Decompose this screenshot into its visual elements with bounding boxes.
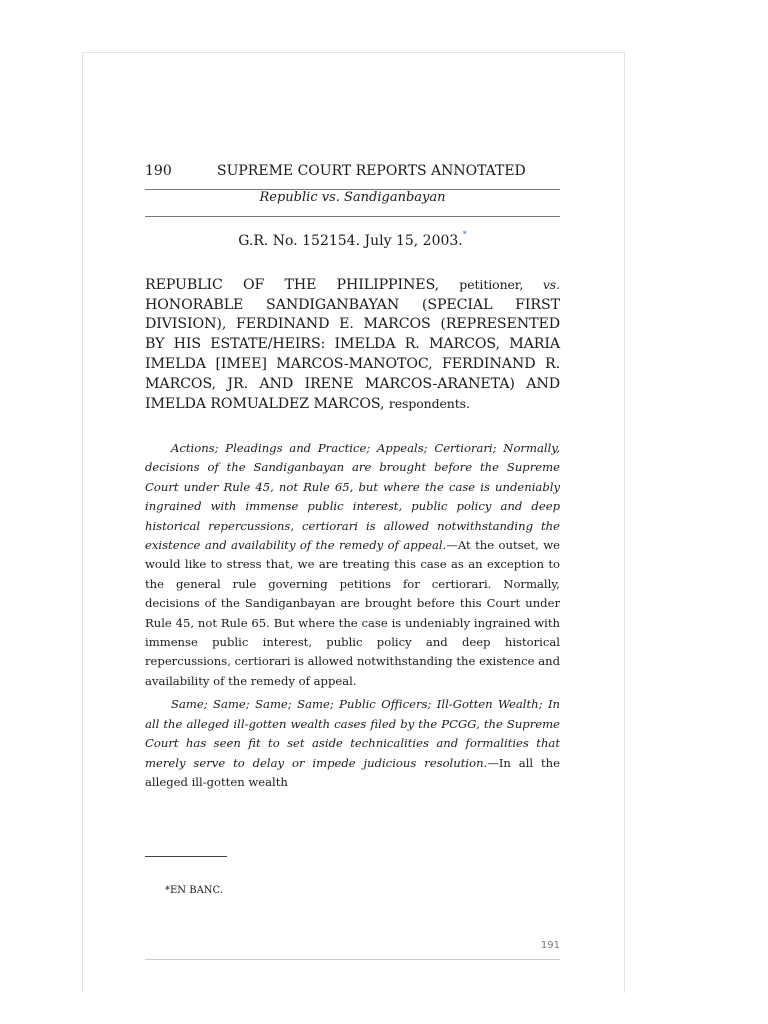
running-head [145,163,560,179]
syllabus-body: —At the outset, we would like to stress that, we are treating this case as an exception to the general rule governing petitions for certiorari. Normally, decisions of the Sandiganbayan are brought before this Court under Rule 45, not Rule 65. But where the case is undeniably ingrained with immense public interest, public policy and deep historical repercussions, certiorari is allowed notwithstanding the existence and availability of the remedy of appeal. [145,538,560,688]
case-parties [145,275,560,415]
syllabus-headnote: Actions; Pleadings and Practice; Appeals; Certiorari; Normally, decisions of the Sandiganbayan are brought before the Supreme Court under Rule 45, not Rule 65, but where the case is undeniably ingrained with immense public interest, public policy and deep historical repercussions, certiorari is allowed notwithstanding the existence and availability of the remedy of appeal. [145,441,560,553]
page-number: 190 [145,163,172,179]
petitioner-name: REPUBLIC OF THE PHILIPPINES, [145,277,460,293]
viewer-page-number: 191 [540,940,560,951]
reporter-title: SUPREME COURT REPORTS ANNOTATED [217,163,526,179]
footnote: *EN BANC. [165,885,224,896]
syllabus-paragraph [145,439,560,691]
respondent-role: respondents. [388,396,470,412]
versus: vs. [523,277,560,292]
footnote-link[interactable]: * [462,230,467,239]
syllabus-headnote: Same; Same; Same; Same; Public Officers; Ill-Gotten Wealth; In all the alleged ill-gotten wealth cases filed by the PCGG, the Supreme Court has seen fit to set aside technicalities and formalities that merely serve to delay or impede judicious resolution. [145,697,560,770]
gr-number-text: G.R. No. 152154. July 15, 2003. [238,233,463,249]
header-rule-bottom [145,216,560,217]
syllabus [145,439,560,796]
syllabus-paragraph [145,695,560,792]
page-divider [145,959,560,960]
footnote-rule [145,856,227,857]
respondents-names: HONORABLE SANDIGANBAYAN (SPECIAL FIRST DIVISION), FERDINAND E. MARCOS (REPRESENTED BY HIS ESTATE/HEIRS: IMELDA R. MARCOS, MARIA IMELDA [IMEE] MARCOS-MANOTOC, FERDINAND R. MARCOS, JR. AND IRENE MARCOS-ARANETA) AND IMELDA ROMUALDEZ MARCOS, [145,296,560,413]
syllabus-body: —In all the alleged ill-gotten wealth [145,755,560,789]
case-short-title: Republic vs. Sandiganbayan [259,190,446,205]
petitioner-role: petitioner, [459,277,524,292]
document-page [82,52,625,993]
gr-number [145,230,560,249]
